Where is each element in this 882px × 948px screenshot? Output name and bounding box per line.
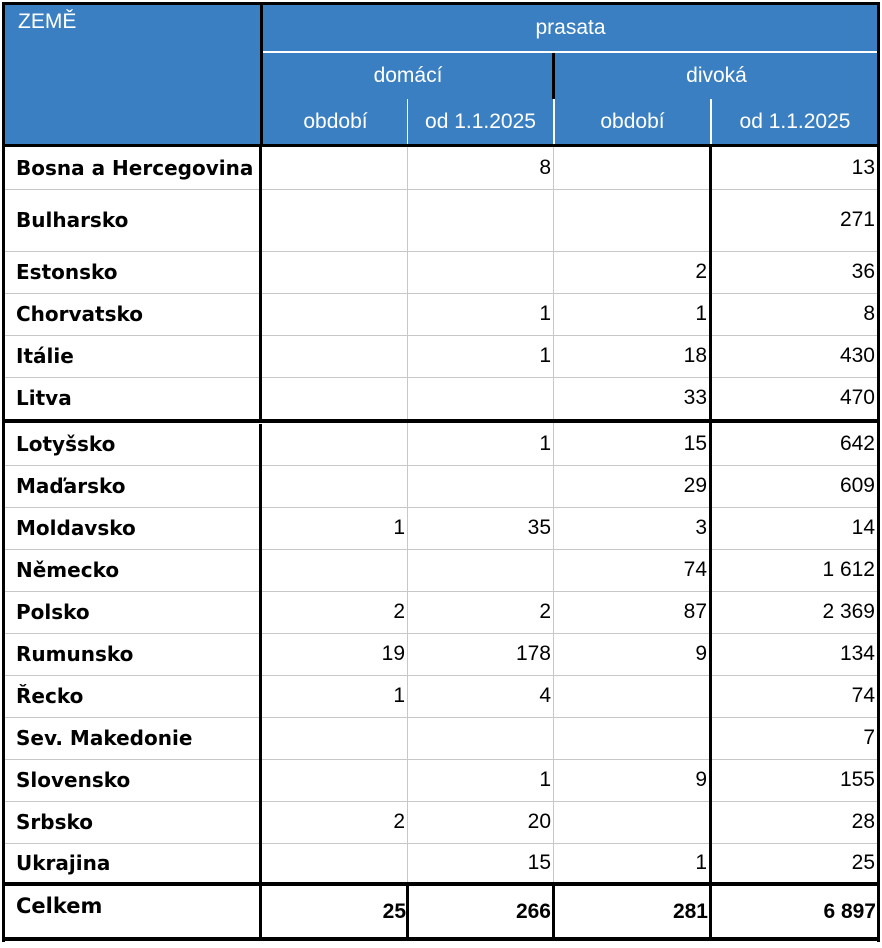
col-divider — [553, 189, 554, 251]
value-cell-div-obdobi — [555, 717, 709, 759]
col-divider — [553, 251, 554, 293]
country-cell: Litva — [16, 386, 72, 410]
country-col-rule — [259, 146, 262, 419]
row-divider — [4, 251, 878, 252]
header-divider — [710, 99, 712, 145]
col-divider — [407, 717, 408, 759]
country-cell: Rumunsko — [16, 642, 134, 666]
col-divider — [407, 591, 408, 633]
header-divider — [407, 99, 408, 145]
value-cell-div-obdobi — [555, 189, 709, 251]
col-divider — [407, 465, 408, 507]
value-cell-div-obdobi — [555, 147, 709, 189]
subgroup-label-wild: divoká — [686, 64, 747, 87]
value-cell-div-od: 1 612 — [822, 558, 875, 581]
country-cell: Itálie — [16, 344, 74, 368]
value-cell-dom-od — [408, 189, 553, 251]
value-cell-dom-obdobi — [263, 843, 407, 882]
value-cell-dom-obdobi: 19 — [381, 642, 405, 665]
col-divider — [407, 843, 408, 882]
value-cell-dom-od — [408, 377, 553, 419]
value-cell-dom-obdobi — [263, 759, 407, 801]
value-cell-div-od: 470 — [839, 386, 875, 409]
value-cell-dom-od: 2 — [539, 600, 551, 623]
total-div-obdobi: 281 — [672, 900, 708, 923]
total-dom-obdobi: 25 — [382, 900, 406, 923]
value-cell-dom-obdobi — [263, 717, 407, 759]
header-group — [263, 4, 878, 51]
value-cell-dom-obdobi — [263, 423, 407, 465]
col-divider — [407, 759, 408, 801]
group-label: prasata — [535, 15, 606, 39]
wild-col-rule — [709, 146, 712, 940]
value-cell-div-obdobi: 1 — [695, 850, 707, 874]
domestic-wild-rule — [552, 886, 555, 940]
col-divider — [553, 423, 554, 465]
value-cell-div-obdobi: 87 — [683, 600, 707, 623]
value-cell-dom-obdobi — [263, 335, 407, 377]
value-cell-dom-od: 1 — [539, 302, 551, 325]
value-cell-div-obdobi — [555, 675, 709, 717]
col-divider — [407, 423, 408, 465]
col-divider — [553, 759, 554, 801]
total-label-text: Celkem — [16, 894, 103, 918]
col-divider — [553, 377, 554, 419]
header-country — [4, 4, 260, 145]
value-cell-dom-obdobi — [263, 293, 407, 335]
value-cell-div-od: 14 — [851, 516, 875, 539]
col-divider — [407, 633, 408, 675]
col-label: období — [600, 110, 665, 133]
header-divider — [260, 4, 263, 145]
value-cell-dom-od — [408, 465, 553, 507]
value-cell-div-obdobi: 18 — [683, 344, 707, 367]
value-cell-dom-od: 178 — [515, 642, 551, 665]
row-divider — [4, 675, 878, 676]
value-cell-div-obdobi: 33 — [683, 386, 707, 409]
value-cell-dom-obdobi: 1 — [393, 516, 405, 539]
col-divider — [553, 717, 554, 759]
value-cell-div-od: 8 — [863, 302, 875, 325]
col-divider — [407, 189, 408, 251]
value-cell-dom-obdobi: 1 — [393, 684, 405, 707]
col-divider — [407, 801, 408, 843]
total-label — [4, 886, 260, 926]
value-cell-div-od: 155 — [839, 768, 875, 791]
value-cell-div-od: 642 — [839, 432, 875, 455]
row-divider — [4, 591, 878, 592]
row-divider — [4, 335, 878, 336]
row-divider — [4, 189, 878, 190]
value-cell-dom-obdobi — [263, 147, 407, 189]
value-cell-div-obdobi: 3 — [695, 516, 707, 539]
header-divider — [263, 51, 878, 53]
row-divider — [4, 801, 878, 802]
value-cell-dom-obdobi: 2 — [393, 600, 405, 623]
country-cell: Estonsko — [16, 260, 118, 284]
value-cell-dom-od — [408, 717, 553, 759]
country-col-rule — [259, 424, 262, 940]
value-cell-div-od: 74 — [851, 684, 875, 707]
header-bottom-rule — [2, 144, 880, 147]
header-col-dom-obdobi — [263, 99, 408, 145]
header-divider — [552, 53, 555, 99]
value-cell-div-od: 134 — [839, 642, 875, 665]
header-col-div-obdobi — [555, 99, 710, 145]
country-cell: Lotyšsko — [16, 432, 116, 456]
value-cell-div-obdobi — [555, 801, 709, 843]
row-divider — [4, 843, 878, 844]
value-cell-div-obdobi: 29 — [683, 474, 707, 497]
value-cell-div-od: 2 369 — [822, 600, 875, 623]
country-cell: Ukrajina — [16, 850, 111, 875]
value-cell-div-od: 28 — [851, 810, 875, 833]
row-divider — [4, 549, 878, 550]
col-divider — [553, 147, 554, 189]
value-cell-dom-obdobi — [263, 377, 407, 419]
country-cell: Chorvatsko — [16, 302, 144, 326]
row-divider — [4, 377, 878, 378]
col-label: od 1.1.2025 — [739, 110, 851, 133]
row-divider — [4, 465, 878, 466]
col-divider — [407, 293, 408, 335]
row-divider — [4, 633, 878, 634]
country-cell: Srbsko — [16, 810, 93, 834]
row-divider — [4, 507, 878, 508]
country-cell: Řecko — [16, 684, 84, 708]
col-divider — [407, 251, 408, 293]
header-subgroup-wild — [555, 53, 878, 99]
header-col-div-od — [712, 99, 878, 145]
row-divider — [4, 717, 878, 718]
value-cell-div-obdobi: 15 — [683, 432, 707, 455]
value-cell-dom-od: 4 — [539, 684, 551, 707]
domestic-col-rule — [406, 886, 409, 940]
country-cell: Maďarsko — [16, 474, 126, 498]
col-divider — [407, 549, 408, 591]
value-cell-dom-od: 1 — [539, 344, 551, 367]
col-divider — [553, 801, 554, 843]
col-divider — [407, 147, 408, 189]
value-cell-div-od: 36 — [851, 260, 875, 283]
value-cell-div-obdobi: 1 — [695, 302, 707, 325]
col-divider — [407, 675, 408, 717]
country-cell: Moldavsko — [16, 516, 136, 540]
col-divider — [407, 335, 408, 377]
value-cell-dom-od: 35 — [527, 516, 551, 539]
value-cell-div-obdobi: 74 — [683, 558, 707, 581]
row-divider — [4, 759, 878, 760]
frame-left — [2, 2, 5, 942]
value-cell-dom-od: 20 — [527, 810, 551, 833]
value-cell-dom-obdobi — [263, 251, 407, 293]
col-divider — [553, 293, 554, 335]
header-divider — [553, 99, 554, 145]
total-dom-od: 266 — [515, 900, 551, 923]
col-divider — [553, 675, 554, 717]
value-cell-div-od: 7 — [863, 726, 875, 749]
value-cell-dom-od — [408, 251, 553, 293]
col-divider — [553, 843, 554, 882]
header-col-dom-od — [408, 99, 553, 145]
col-label: období — [303, 110, 368, 133]
country-cell: Sev. Makedonie — [16, 726, 193, 750]
total-top-rule — [2, 882, 880, 886]
country-cell: Polsko — [16, 600, 90, 624]
col-divider — [553, 633, 554, 675]
row-divider — [4, 293, 878, 294]
frame-top — [2, 2, 880, 5]
col-divider — [553, 549, 554, 591]
col-label: od 1.1.2025 — [425, 110, 536, 133]
col-divider — [553, 465, 554, 507]
country-column-label: ZEMĚ — [18, 10, 77, 33]
value-cell-dom-od — [408, 549, 553, 591]
value-cell-dom-obdobi — [263, 189, 407, 251]
value-cell-div-od: 13 — [851, 156, 875, 179]
country-cell: Bosna a Hercegovina — [16, 156, 254, 180]
group-break-rule — [2, 419, 880, 423]
value-cell-dom-od: 1 — [539, 768, 551, 791]
frame-bottom — [2, 937, 880, 941]
subgroup-label-domestic: domácí — [373, 64, 443, 87]
col-divider — [553, 591, 554, 633]
col-divider — [553, 335, 554, 377]
value-cell-dom-od: 1 — [539, 432, 551, 455]
value-cell-dom-obdobi — [263, 549, 407, 591]
value-cell-dom-obdobi: 2 — [393, 810, 405, 833]
frame-right — [877, 2, 880, 942]
value-cell-div-od: 609 — [839, 474, 875, 497]
value-cell-div-od: 430 — [839, 344, 875, 367]
value-cell-div-od: 271 — [839, 208, 875, 231]
country-cell: Německo — [16, 558, 120, 582]
value-cell-div-od: 25 — [851, 850, 875, 874]
value-cell-dom-od: 8 — [539, 156, 551, 179]
country-cell: Bulharsko — [16, 208, 129, 232]
value-cell-div-obdobi: 9 — [695, 768, 707, 791]
total-div-od: 6 897 — [823, 900, 876, 923]
header-subgroup-domestic — [263, 53, 553, 99]
country-cell: Slovensko — [16, 768, 131, 792]
value-cell-dom-obdobi — [263, 465, 407, 507]
value-cell-div-obdobi: 2 — [695, 260, 707, 283]
col-divider — [407, 377, 408, 419]
col-divider — [407, 507, 408, 549]
col-divider — [553, 507, 554, 549]
value-cell-div-obdobi: 9 — [695, 642, 707, 665]
value-cell-dom-od: 15 — [527, 850, 551, 874]
